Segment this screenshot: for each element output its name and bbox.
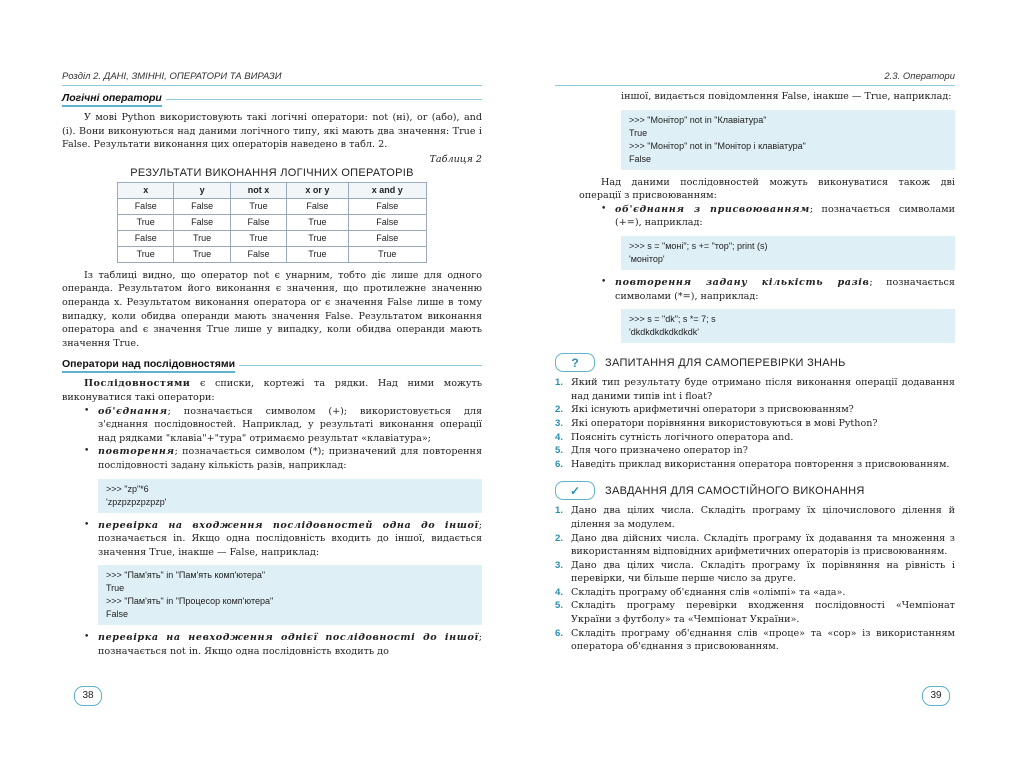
code-block-not-in (621, 110, 955, 170)
code-line: True (106, 583, 125, 594)
code-line: >>> "zp"*6 (106, 483, 149, 494)
list-item (555, 586, 955, 600)
questions-header (555, 353, 955, 372)
list-item (555, 376, 955, 403)
code-line: >>> "Пам'ять" in "Процесор комп'ютера" (106, 596, 274, 607)
list-text: Наведіть приклад використання оператора повторення з присвоюванням. (571, 458, 950, 470)
logic-intro: У мові Python використовують такі логічні оператори: not (ні), or (або), and (і). Вони виконуються над даними логічного типу, які мають два значення: True і False. Результати виконання цих операторів наведено в табл. 2. (62, 112, 482, 151)
continued-text: іншої, видається повідомлення False, інакше — True, наприклад: (621, 91, 952, 102)
seq-intro (62, 377, 482, 404)
bullet-concat: • об'єднання; позначається символом (+); використовується для з'єднання послідовностей. Наприклад, у результаті виконання операції над рядками "клавіа"+"тура" отримаємо результат «клавіатура»; (84, 405, 482, 444)
table-cell: True (287, 214, 348, 230)
list-number: 1. (555, 505, 564, 517)
bullet-not-in-rest: ; позначається not in. Якщо одна послідовність входить до (98, 632, 482, 657)
table-header-cell: x or y (287, 182, 348, 198)
code-line: >>> "Пам'ять" in "Пам'ять комп'ютера" (106, 570, 266, 581)
table-row (118, 214, 427, 230)
left-page (62, 70, 482, 768)
bullet-in-rest: ; позначається in. Якщо одна послідовність входить до іншої, видається значення True, інакше — False, наприклад: (98, 519, 482, 558)
tasks-title: ЗАВДАННЯ ДЛЯ САМОСТІЙНОГО ВИКОНАННЯ (605, 484, 865, 497)
list-item (555, 532, 955, 559)
list-text: Для чого призначено оператор in? (571, 445, 748, 457)
list-item (555, 403, 955, 417)
code-line: >>> "Монітор" not in "Клавіатура" (629, 114, 767, 125)
table-cell: True (118, 246, 174, 262)
right-page (555, 70, 955, 768)
list-number: 4. (555, 586, 564, 598)
list-number: 1. (555, 377, 564, 389)
list-number: 4. (555, 431, 564, 443)
list-text: Складіть програму об'єднання слів «олімпі» та «ада». (571, 586, 846, 598)
table-cell: True (174, 230, 230, 246)
table-caption: Таблиця 2 (429, 153, 482, 165)
questions-title: ЗАПИТАННЯ ДЛЯ САМОПЕРЕВІРКИ ЗНАНЬ (605, 356, 846, 369)
list-number: 5. (555, 600, 564, 612)
list-number: 6. (555, 627, 564, 639)
list-item (555, 431, 955, 445)
list-number: 3. (555, 417, 564, 429)
list-item (555, 627, 955, 654)
bullet-concat-assign-rest: ; позначається символами (+=), наприклад: (615, 203, 955, 229)
table-header-cell: not x (230, 182, 286, 198)
right-running-header: 2.3. Оператори (884, 71, 955, 82)
bullet-in: • перевірка на входження послідовностей одна до іншої; позначається in. Якщо одна послідовність входить до іншої, видається значення True, інакше — False, наприклад: (84, 519, 482, 558)
table-cell: False (230, 246, 286, 262)
table-cell: False (230, 214, 286, 230)
bullet-concat-assign-term: об'єднання з присвоюванням (615, 203, 810, 215)
list-text: Складіть програму перевірки входження послідовності «Чемпіонат України з футболу» та «Чемпіонат України». (571, 600, 955, 626)
list-text: Які оператори порівняння використовуються в мові Python? (571, 417, 878, 429)
list-text: Які існують арифметичні оператори з присвоюванням? (571, 404, 854, 416)
code-line: 'dkdkdkdkdkdkdk' (629, 327, 699, 338)
table-cell: False (348, 198, 426, 214)
table-row (118, 246, 427, 262)
list-text: Складіть програму об'єднання слів «проце» та «сор» із використанням оператора об'єднання з присвоюванням. (571, 627, 955, 653)
list-item (555, 444, 955, 458)
list-number: 5. (555, 445, 564, 457)
list-text: Дано два цілих числа. Складіть програму їх порівняння на рівність і перевірки, чи більше перше число за друге. (571, 559, 955, 585)
code-block-repeat (98, 479, 482, 513)
bullet-concat-assign: • об'єднання з присвоюванням; позначається символами (+=), наприклад: (601, 203, 955, 229)
logic-table (117, 182, 427, 263)
table-row (118, 198, 427, 214)
bullet-repeat-term: повторення (98, 446, 175, 458)
code-line: False (629, 153, 652, 164)
table-cell: True (174, 246, 230, 262)
table-cell: False (118, 230, 174, 246)
seq-heading (62, 358, 482, 373)
bullet-not-in: • перевірка на невходження однієї послідовності до іншої; позначається not in. Якщо одна послідовність входить до (84, 632, 482, 657)
list-number: 2. (555, 404, 564, 416)
table-header-cell: y (174, 182, 230, 198)
question-mark-icon: ? (555, 353, 595, 372)
code-line: 'монітор' (629, 253, 665, 264)
left-running-header: Розділ 2. ДАНІ, ЗМІННІ, ОПЕРАТОРИ ТА ВИРАЗИ (62, 71, 282, 82)
page-number-left: 38 (74, 686, 102, 706)
list-text: Дано два дійсних числа. Складіть програму їх додавання та множення з використанням відповідних арифметичних операторів із присвоюванням. (571, 532, 955, 558)
code-block-repeat-assign (621, 309, 955, 343)
table-cell: False (118, 198, 174, 214)
table-header-cell: x (118, 182, 174, 198)
list-number: 6. (555, 458, 564, 470)
bullet-not-in-term: перевірка на невходження однієї послідовності до іншої (98, 632, 479, 644)
bullet-repeat: • повторення; позначається символом (*); призначений для повторення послідовності задану кількість разів, наприклад: (84, 446, 482, 471)
bullet-repeat-rest: ; позначається символом (*); призначений для повторення послідовності задану кількість разів, наприклад: (98, 446, 482, 471)
bullet-concat-rest: ; позначається символом (+); використовується для з'єднання послідовностей. Наприклад, у результаті виконання операції над рядками "клавіа"+"тура" отримаємо результат «клавіатура»; (98, 405, 482, 444)
tasks-header (555, 481, 955, 500)
questions-list (555, 376, 955, 471)
list-item (555, 559, 955, 586)
code-line: True (629, 127, 648, 138)
table-cell: True (287, 230, 348, 246)
code-line: 'zpzpzpzpzpzp' (106, 496, 167, 507)
checkmark-icon: ✓ (555, 481, 595, 500)
logic-heading (62, 92, 482, 107)
code-block-concat-assign (621, 236, 955, 270)
seq-intro-rest: є списки, кортежі та рядки. Над ними можуть виконуватися такі оператори: (62, 378, 482, 403)
page-number-right: 39 (922, 686, 950, 706)
table-header-cell: x and y (348, 182, 426, 198)
table-cell: True (287, 246, 348, 262)
code-block-in (98, 565, 482, 625)
table-cell: False (174, 198, 230, 214)
list-item (555, 599, 955, 626)
code-line: >>> "Монітор" not in "Монітор і клавіатура" (629, 140, 806, 151)
code-line: False (106, 609, 129, 620)
table-row (118, 230, 427, 246)
list-text: Який тип результату буде отримано після виконання операції додавання над даними типів int і float? (571, 377, 955, 402)
table-cell: False (348, 214, 426, 230)
table-cell: True (230, 198, 286, 214)
bullet-repeat-assign-term: повторення задану кількість разів (615, 276, 870, 288)
bullet-concat-term: об'єднання (98, 405, 168, 417)
assign-intro: Над даними послідовностей можуть виконуватися також дві операції з присвоюванням: (579, 176, 955, 202)
table-cell: False (287, 198, 348, 214)
list-item (555, 458, 955, 472)
bullet-repeat-assign-rest: ; позначається символами (*=), наприклад: (615, 276, 955, 302)
table-cell: True (118, 214, 174, 230)
bullet-repeat-assign: • повторення задану кількість разів; позначається символами (*=), наприклад: (601, 276, 955, 302)
code-line: >>> s = "dk"; s *= 7; s (629, 314, 716, 325)
list-item (555, 504, 955, 531)
list-number: 2. (555, 532, 564, 544)
right-header-rule (555, 85, 955, 86)
table-title: РЕЗУЛЬТАТИ ВИКОНАННЯ ЛОГІЧНИХ ОПЕРАТОРІВ (130, 166, 414, 179)
list-text: Дано два цілих числа. Складіть програму їх цілочислового ділення й ділення за модулем. (571, 505, 955, 530)
logic-heading-text: Логічні оператори (62, 92, 162, 107)
table-cell: True (230, 230, 286, 246)
seq-heading-text: Оператори над послідовностями (62, 358, 235, 373)
table-cell: True (348, 246, 426, 262)
table-cell: False (174, 214, 230, 230)
list-number: 3. (555, 559, 564, 571)
code-line: >>> s = "моні"; s += "тор"; print (s) (629, 240, 768, 251)
list-text: Поясніть сутність логічного оператора and. (571, 431, 794, 443)
after-table-text: Із таблиці видно, що оператор not є унарним, тобто діє лише для одного операнда. Результатом його виконання є значення, що протилежне значенню операнда x. Результатом виконання оператора or є значення False лише в тому випадку, коли обидва операнди мають значення False. Результатом виконання оператора and є значення True лише у випадку, коли обидва операнди мають значення True. (62, 269, 482, 349)
table-cell: False (348, 230, 426, 246)
bullet-in-term: перевірка на входження послідовностей одна до іншої (98, 519, 479, 531)
list-item (555, 417, 955, 431)
left-header-rule (62, 85, 482, 86)
seq-intro-term: Послідовностями (84, 378, 191, 390)
tasks-list (555, 504, 955, 654)
